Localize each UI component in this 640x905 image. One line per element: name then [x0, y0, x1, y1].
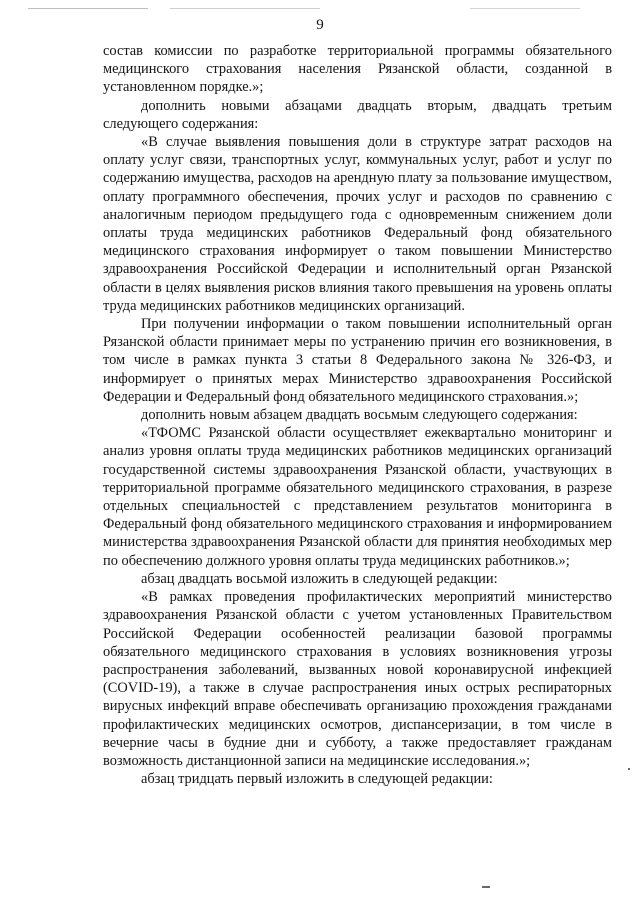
scan-artifact-line: [28, 8, 148, 9]
document-body: [103, 42, 612, 788]
paragraph: абзац тридцать первый изложить в следующей редакции:: [141, 771, 493, 788]
scan-artifact-speck: [628, 768, 630, 770]
paragraph: дополнить новыми абзацами двадцать вторым, двадцать третьим следующего содержания:: [103, 97, 612, 132]
paragraph: абзац двадцать восьмой изложить в следующей редакции:: [141, 570, 498, 587]
paragraph: «В рамках проведения профилактических мероприятий министерство здравоохранения Рязанской области с учетом установленных Правительством Российской Федерации особенностей реализации базовой программы обязательного медицинского страхования в условиях возникновения угрозы распространения заболеваний, вызванных новой коронавирусной инфекцией (COVID-19), а также в случае распространения иных острых респираторных вирусных инфекций вправе обеспечивать организацию прохождения гражданами профилактических медицинских осмотров, диспансеризации, в том числе в вечерние часы в будние дни и субботу, а также предоставляет гражданам возможность дистанционной записи на медицинские исследования.»;: [103, 589, 612, 769]
scan-artifact-line: [170, 8, 320, 9]
scan-artifact-line: [470, 8, 580, 9]
scan-artifact-speck: [482, 886, 490, 888]
paragraph: При получении информации о таком повышении исполнительный орган Рязанской области принимает меры по устранению причин его возникновения, в том числе в рамках пункта 3 статьи 8 Федерального закона № 326-ФЗ, и информирует о принятых мерах Министерство здравоохранения Российской Федерации и Федеральный фонд обязательного медицинского страхования.»;: [103, 316, 612, 405]
paragraph: дополнить новым абзацем двадцать восьмым следующего содержания:: [141, 407, 578, 424]
paragraph: «ТФОМС Рязанской области осуществляет ежеквартально мониторинг и анализ уровня оплаты труда медицинских работников медицинских организаций государственной системы здравоохранения Рязанской области, участвующих в территориальной программе обязательного медицинского страхования, в разрезе отдельных специальностей с представлением результатов мониторинга в Федеральный фонд обязательного медицинского страхования и информированием министерства здравоохранения Рязанской области для принятия необходимых мер по обеспечению должного уровня оплаты труда медицинских работников.»;: [103, 425, 612, 569]
paragraph: «В случае выявления повышения доли в структуре затрат расходов на оплату услуг связи, транспортных услуг, коммунальных услуг, работ и услуг по содержанию имущества, расходов на арендную плату за пользование имуществом, оплату программного обеспечения, прочих услуг и расходов по сравнению с аналогичным периодом предыдущего года с одновременным снижением доли оплаты труда медицинских работников Федеральный фонд обязательного медицинского страхования информирует о таком повышении Министерство здравоохранения Российской Федерации и исполнительный орган Рязанской области в целях выявления рисков влияния такого превышения на уровень оплаты труда медицинских работников медицинских организаций.: [103, 134, 612, 314]
paragraph: состав комиссии по разработке территориальной программы обязательного медицинского страхования населения Рязанской области, созданной в установленном порядке.»;: [103, 43, 612, 96]
page-number: 9: [316, 17, 324, 33]
